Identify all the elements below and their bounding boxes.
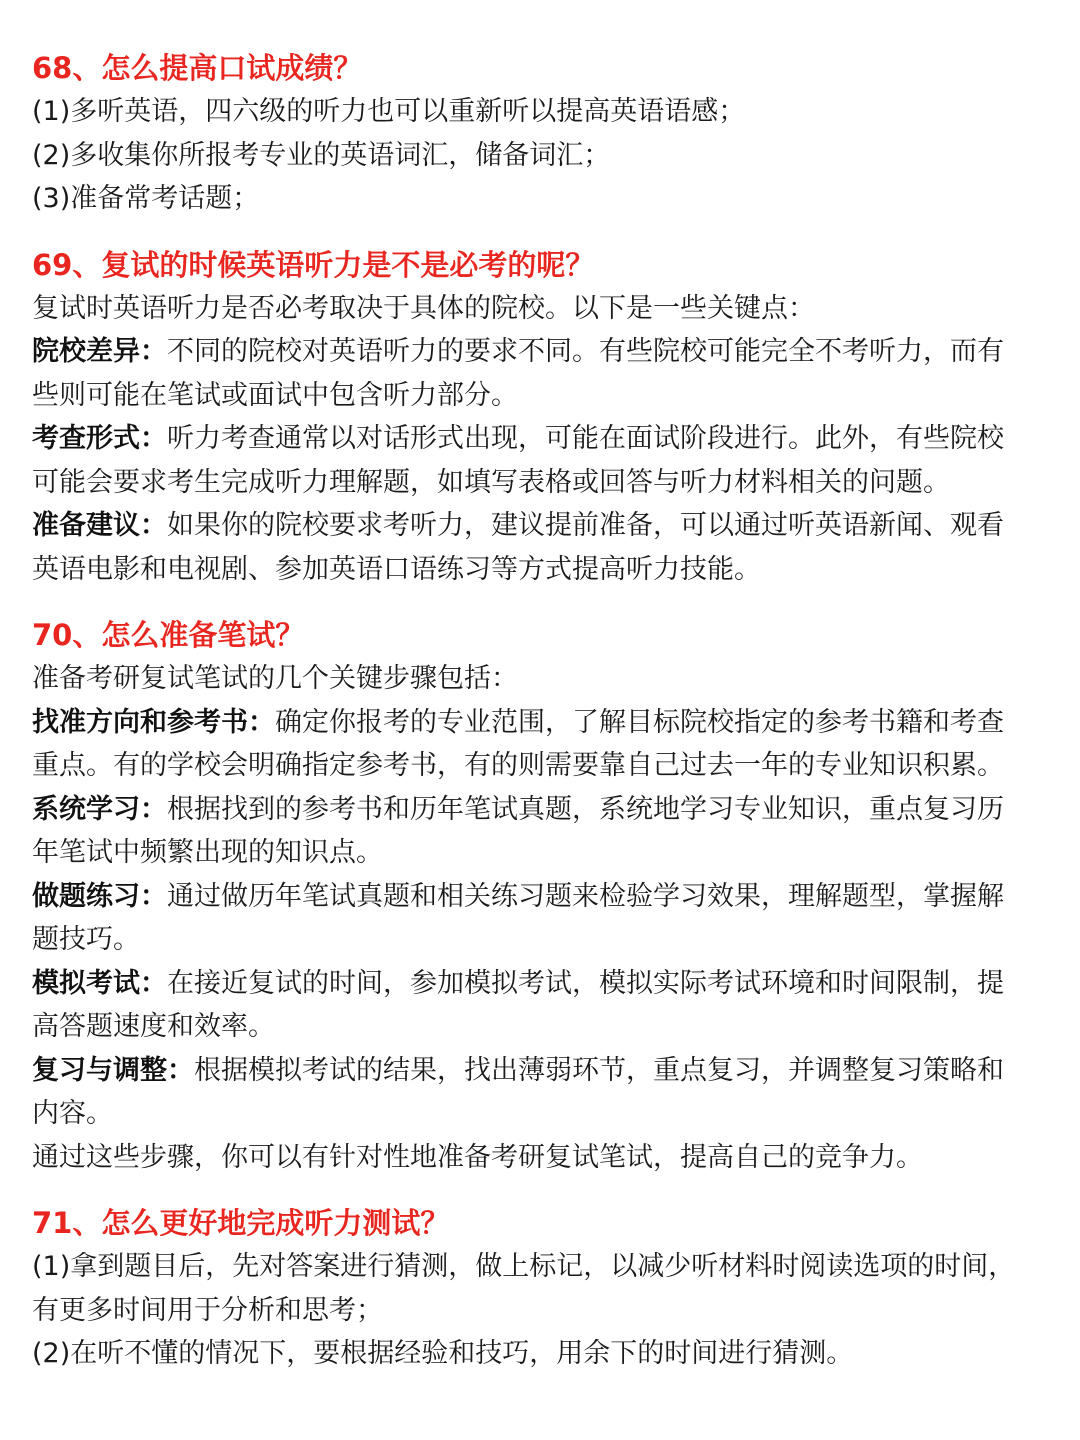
key-point-line xyxy=(32,504,1046,548)
section-71 xyxy=(32,1201,1046,1376)
key-point-label: 院校差异： xyxy=(32,336,167,367)
key-point-text: 不同的院校对英语听力的要求不同。有些院校可能完全不考听力，而有 xyxy=(167,336,1004,367)
key-point-continuation: 可能会要求考生完成听力理解题，如填写表格或回答与听力材料相关的问题。 xyxy=(32,466,950,498)
key-point-label: 复习与调整： xyxy=(32,1054,194,1086)
key-point-label: 系统学习： xyxy=(32,793,167,825)
question-title: 71、怎么更好地完成听力测试？ xyxy=(32,1206,450,1240)
question-title: 70、怎么准备笔试？ xyxy=(32,618,305,652)
key-point-line xyxy=(32,701,1046,745)
key-point-label: 做题练习： xyxy=(32,880,167,912)
section-68 xyxy=(32,46,1046,221)
key-point-line xyxy=(32,962,1046,1006)
key-point-text: 根据找到的参考书和历年笔试真题，系统地学习专业知识，重点复习历 xyxy=(167,793,1004,825)
key-point-text: 如果你的院校要求考听力，建议提前准备，可以通过听英语新闻、观看 xyxy=(167,510,1004,541)
key-point-continuation: 些则可能在笔试或面试中包含听力部分。 xyxy=(32,379,518,411)
key-point-text: 听力考查通常以对话形式出现，可能在面试阶段进行。此外，有些院校 xyxy=(167,423,1004,454)
key-point-text: 通过做历年笔试真题和相关练习题来检验学习效果，理解题型，掌握解 xyxy=(167,880,1004,912)
key-point-continuation: 题技巧。 xyxy=(32,924,140,955)
key-point-continuation: 年笔试中频繁出现的知识点。 xyxy=(32,837,383,868)
key-point-text: 在接近复试的时间，参加模拟考试，模拟实际考试环境和时间限制，提 xyxy=(167,967,1004,999)
key-point-label: 找准方向和参考书： xyxy=(32,706,275,738)
answer-line: (2)多收集你所报考专业的英语词汇，储备词汇； xyxy=(32,139,611,171)
answer-line: (1)多听英语，四六级的听力也可以重新听以提高英语语感； xyxy=(32,96,746,127)
key-point-label: 准备建议： xyxy=(32,510,167,541)
key-point-text: 根据模拟考试的结果，找出薄弱环节，重点复习，并调整复习策略和 xyxy=(194,1054,1004,1086)
answer-line: 有更多时间用于分析和思考； xyxy=(32,1294,383,1326)
key-point-continuation: 英语电影和电视剧、参加英语口语练习等方式提高听力技能。 xyxy=(32,553,761,585)
key-point-line xyxy=(32,1049,1046,1093)
key-point-text: 确定你报考的专业范围，了解目标院校指定的参考书籍和考查 xyxy=(275,706,1004,738)
key-point-line xyxy=(32,417,1046,461)
section-69 xyxy=(32,243,1046,592)
answer-line: (3)准备常考话题； xyxy=(32,183,260,214)
key-point-continuation: 重点。有的学校会明确指定参考书，有的则需要靠自己过去一年的专业知识积累。 xyxy=(32,750,1004,781)
answer-line: (2)在听不懂的情况下，要根据经验和技巧，用余下的时间进行猜测。 xyxy=(32,1338,854,1369)
key-point-continuation: 高答题速度和效率。 xyxy=(32,1011,275,1042)
question-title: 69、复试的时候英语听力是不是必考的呢？ xyxy=(32,247,595,282)
key-point-continuation: 内容。 xyxy=(32,1098,113,1129)
intro-line: 准备考研复试笔试的几个关键步骤包括： xyxy=(32,663,518,694)
key-point-line xyxy=(32,788,1046,832)
key-point-label: 模拟考试： xyxy=(32,967,167,999)
summary-line: 通过这些步骤，你可以有针对性地准备考研复试笔试，提高自己的竞争力。 xyxy=(32,1141,923,1173)
section-70 xyxy=(32,613,1046,1179)
intro-line: 复试时英语听力是否必考取决于具体的院校。以下是一些关键点： xyxy=(32,292,815,324)
key-point-line xyxy=(32,330,1046,374)
question-title: 68、怎么提高口试成绩？ xyxy=(32,51,363,85)
key-point-label: 考查形式： xyxy=(32,423,167,454)
answer-line: (1)拿到题目后，先对答案进行猜测，做上标记，以减少听材料时阅读选项的时间， xyxy=(32,1251,1016,1282)
key-point-line xyxy=(32,875,1046,919)
